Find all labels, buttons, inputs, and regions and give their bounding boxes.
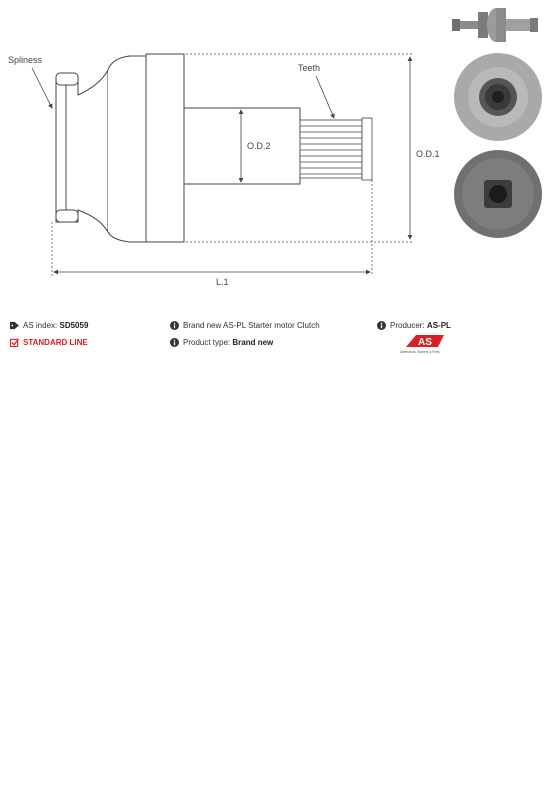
standard-line-label: STANDARD LINE [23,338,88,347]
clutch-flange [56,56,146,242]
as-index-label: AS index: [23,321,58,330]
product-photo-side [452,4,544,48]
checkbox-icon [10,338,19,347]
pinion-teeth [300,118,372,180]
tag-icon [10,321,19,330]
l1-label: L.1 [216,277,229,287]
as-logo [398,333,448,355]
info-icon [377,321,386,330]
as-index [10,321,88,330]
clutch-shaft [184,108,300,184]
info-icon [170,338,179,347]
product-type [170,338,273,347]
standard-line [10,338,88,347]
spliness-label: Spliness [8,55,43,65]
product-photo-back [452,148,544,240]
producer [377,321,451,330]
info-icon [170,321,179,330]
producer-label: Producer: [390,321,425,330]
product-photo-front [452,50,544,144]
product-type-value: Brand new [232,338,274,347]
clutch-body [146,54,184,242]
svg-text:AS: AS [418,337,432,348]
teeth-label: Teeth [298,63,321,73]
svg-text:Alternators, Starters & Parts: Alternators, Starters & Parts [400,350,440,354]
description-text: Brand new AS-PL Starter motor Clutch [183,321,320,330]
product-type-label: Product type: [183,338,231,347]
od2-label: O.D.2 [247,141,271,151]
producer-value: AS-PL [426,321,451,330]
od1-label: O.D.1 [416,149,440,159]
description [170,321,320,330]
as-index-value: SD5059 [59,321,89,330]
